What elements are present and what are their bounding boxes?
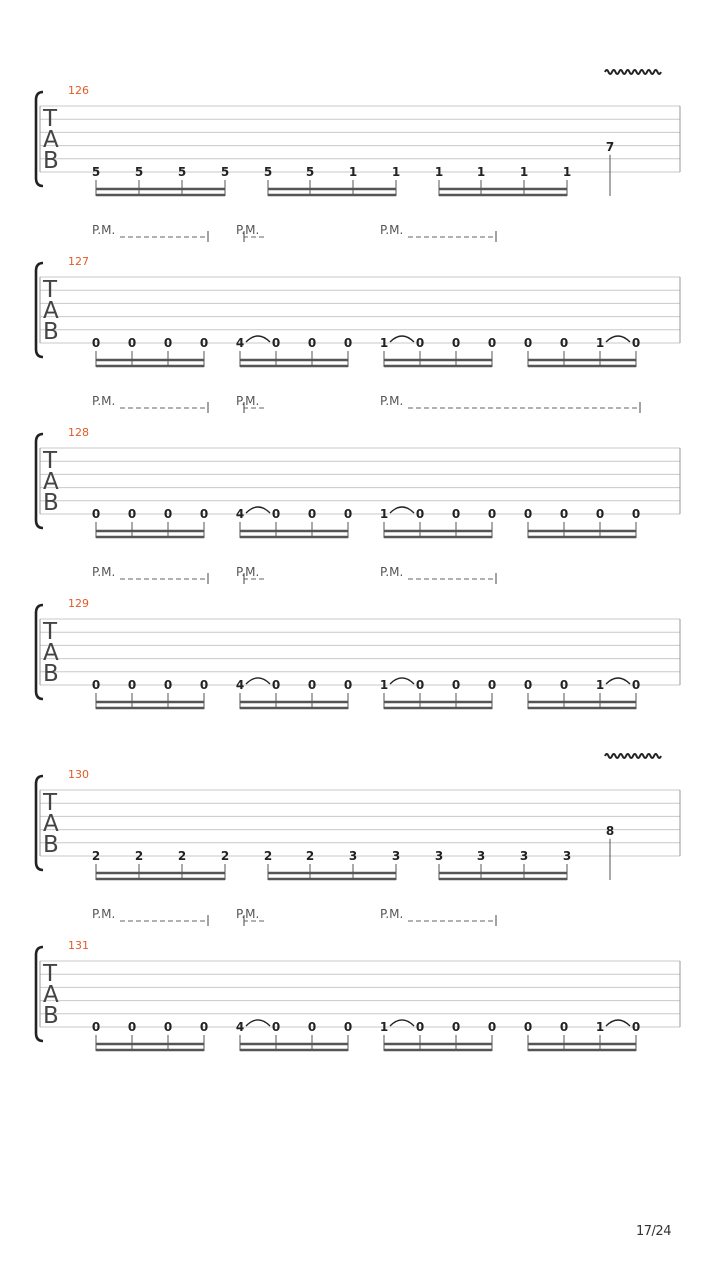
fret-number: 3 xyxy=(519,849,529,863)
fret-number: 1 xyxy=(379,507,389,521)
tie-arc xyxy=(246,507,270,513)
fret-number: 1 xyxy=(562,165,572,179)
tie-arc xyxy=(390,678,414,684)
fret-number: 0 xyxy=(91,1020,101,1034)
tab-clef-letter: B xyxy=(43,148,59,174)
fret-number: 0 xyxy=(271,507,281,521)
palm-mute-label: P.M. xyxy=(236,565,260,579)
fret-number: 2 xyxy=(91,849,101,863)
tab-clef-letter: A xyxy=(43,127,59,153)
palm-mute-label: P.M. xyxy=(380,223,404,237)
fret-number: 4 xyxy=(235,507,245,521)
tie-arc xyxy=(246,678,270,684)
tab-clef-letter: A xyxy=(43,469,59,495)
tab-clef-letter: A xyxy=(43,640,59,666)
tab-clef-letter: B xyxy=(43,1003,59,1029)
page-number-wrapper xyxy=(636,1220,696,1238)
tab-clef-letter: B xyxy=(43,832,59,858)
fret-number: 0 xyxy=(163,1020,173,1034)
fret-number: 0 xyxy=(523,507,533,521)
fret-number: 0 xyxy=(199,336,209,350)
fret-number: 0 xyxy=(559,678,569,692)
palm-mute-label: P.M. xyxy=(236,223,260,237)
tab-clef-letter: T xyxy=(43,961,58,987)
palm-mute-label: P.M. xyxy=(380,907,404,921)
fret-number: 0 xyxy=(451,1020,461,1034)
fret-number: 0 xyxy=(451,336,461,350)
fret-number: 0 xyxy=(451,678,461,692)
fret-number: 0 xyxy=(163,507,173,521)
fret-number: 0 xyxy=(559,1020,569,1034)
measure-number: 130 xyxy=(68,768,89,781)
fret-number: 0 xyxy=(307,336,317,350)
page-number: 17/24 xyxy=(636,1224,671,1239)
fret-number: 0 xyxy=(631,1020,641,1034)
tab-clef-letter: A xyxy=(43,298,59,324)
palm-mute-label: P.M. xyxy=(236,907,260,921)
fret-number: 0 xyxy=(91,336,101,350)
fret-number: 0 xyxy=(127,678,137,692)
fret-number: 3 xyxy=(562,849,572,863)
measure-number: 126 xyxy=(68,84,89,97)
palm-mute-label: P.M. xyxy=(380,394,404,408)
tab-system xyxy=(36,70,680,196)
measure-number: 131 xyxy=(68,939,89,952)
fret-number: 1 xyxy=(391,165,401,179)
fret-number: 0 xyxy=(559,336,569,350)
fret-number: 1 xyxy=(476,165,486,179)
tab-system xyxy=(36,565,680,709)
measure-number: 129 xyxy=(68,597,89,610)
fret-number: 3 xyxy=(434,849,444,863)
fret-number: 1 xyxy=(519,165,529,179)
tie-arc xyxy=(606,678,630,684)
fret-number: 0 xyxy=(451,507,461,521)
fret-number: 3 xyxy=(476,849,486,863)
fret-number: 0 xyxy=(271,1020,281,1034)
fret-number: 0 xyxy=(487,1020,497,1034)
fret-number: 3 xyxy=(391,849,401,863)
fret-number: 2 xyxy=(177,849,187,863)
tab-clef-letter: B xyxy=(43,319,59,345)
fret-number: 2 xyxy=(263,849,273,863)
fret-number: 0 xyxy=(415,678,425,692)
measure-number: 128 xyxy=(68,426,89,439)
fret-number: 0 xyxy=(343,1020,353,1034)
vibrato-mark xyxy=(605,754,661,758)
fret-number: 0 xyxy=(271,678,281,692)
tab-clef-letter: T xyxy=(43,619,58,645)
tab-clef-letter: B xyxy=(43,490,59,516)
tie-arc xyxy=(246,1020,270,1026)
tie-arc xyxy=(390,1020,414,1026)
tab-system xyxy=(36,907,680,1051)
tab-system xyxy=(36,754,680,880)
fret-number: 0 xyxy=(91,678,101,692)
fret-number: 1 xyxy=(379,678,389,692)
fret-number: 0 xyxy=(127,336,137,350)
fret-number: 5 xyxy=(305,165,315,179)
fret-number: 0 xyxy=(631,507,641,521)
fret-number: 0 xyxy=(307,678,317,692)
palm-mute-label: P.M. xyxy=(236,394,260,408)
vibrato-mark xyxy=(605,70,661,74)
fret-number: 0 xyxy=(271,336,281,350)
fret-number: 0 xyxy=(343,507,353,521)
fret-number: 0 xyxy=(523,1020,533,1034)
fret-number: 1 xyxy=(434,165,444,179)
fret-number: 4 xyxy=(235,1020,245,1034)
fret-number: 1 xyxy=(379,1020,389,1034)
fret-number: 0 xyxy=(343,336,353,350)
palm-mute-label: P.M. xyxy=(92,223,116,237)
fret-number: 5 xyxy=(263,165,273,179)
fret-number: 4 xyxy=(235,678,245,692)
tab-clef-letter: T xyxy=(43,790,58,816)
tie-arc xyxy=(606,1020,630,1026)
fret-number: 4 xyxy=(235,336,245,350)
fret-number: 0 xyxy=(91,507,101,521)
fret-number: 7 xyxy=(605,139,615,154)
fret-number: 5 xyxy=(220,165,230,179)
tab-clef-letter: T xyxy=(43,106,58,132)
fret-number: 0 xyxy=(415,336,425,350)
fret-number: 0 xyxy=(199,678,209,692)
palm-mute-label: P.M. xyxy=(92,394,116,408)
fret-number: 5 xyxy=(177,165,187,179)
fret-number: 2 xyxy=(305,849,315,863)
tab-clef-letter: T xyxy=(43,448,58,474)
tab-system xyxy=(36,394,680,538)
palm-mute-label: P.M. xyxy=(380,565,404,579)
fret-number: 5 xyxy=(91,165,101,179)
fret-number: 0 xyxy=(163,678,173,692)
fret-number: 1 xyxy=(595,678,605,692)
fret-number: 0 xyxy=(523,678,533,692)
tab-clef-letter: A xyxy=(43,811,59,837)
fret-number: 0 xyxy=(487,507,497,521)
fret-number: 0 xyxy=(343,678,353,692)
fret-number: 5 xyxy=(134,165,144,179)
tie-arc xyxy=(606,336,630,342)
fret-number: 1 xyxy=(379,336,389,350)
fret-number: 0 xyxy=(631,678,641,692)
fret-number: 1 xyxy=(348,165,358,179)
fret-number: 0 xyxy=(415,507,425,521)
measure-number: 127 xyxy=(68,255,89,268)
tab-clef-letter: B xyxy=(43,661,59,687)
tab-clef-letter: A xyxy=(43,982,59,1008)
fret-number: 0 xyxy=(595,507,605,521)
fret-number: 3 xyxy=(348,849,358,863)
fret-number: 0 xyxy=(127,507,137,521)
fret-number: 2 xyxy=(134,849,144,863)
palm-mute-label: P.M. xyxy=(92,565,116,579)
tie-arc xyxy=(390,336,414,342)
tab-system xyxy=(36,223,680,367)
fret-number: 0 xyxy=(523,336,533,350)
fret-number: 2 xyxy=(220,849,230,863)
fret-number: 1 xyxy=(595,1020,605,1034)
fret-number: 0 xyxy=(415,1020,425,1034)
fret-number: 0 xyxy=(307,507,317,521)
fret-number: 0 xyxy=(199,507,209,521)
fret-number: 8 xyxy=(605,823,615,838)
fret-number: 0 xyxy=(631,336,641,350)
fret-number: 1 xyxy=(595,336,605,350)
palm-mute-label: P.M. xyxy=(92,907,116,921)
fret-number: 0 xyxy=(307,1020,317,1034)
fret-number: 0 xyxy=(199,1020,209,1034)
fret-number: 0 xyxy=(163,336,173,350)
fret-number: 0 xyxy=(559,507,569,521)
tie-arc xyxy=(246,336,270,342)
fret-number: 0 xyxy=(127,1020,137,1034)
tab-clef-letter: T xyxy=(43,277,58,303)
tie-arc xyxy=(390,507,414,513)
fret-number: 0 xyxy=(487,678,497,692)
fret-number: 0 xyxy=(487,336,497,350)
